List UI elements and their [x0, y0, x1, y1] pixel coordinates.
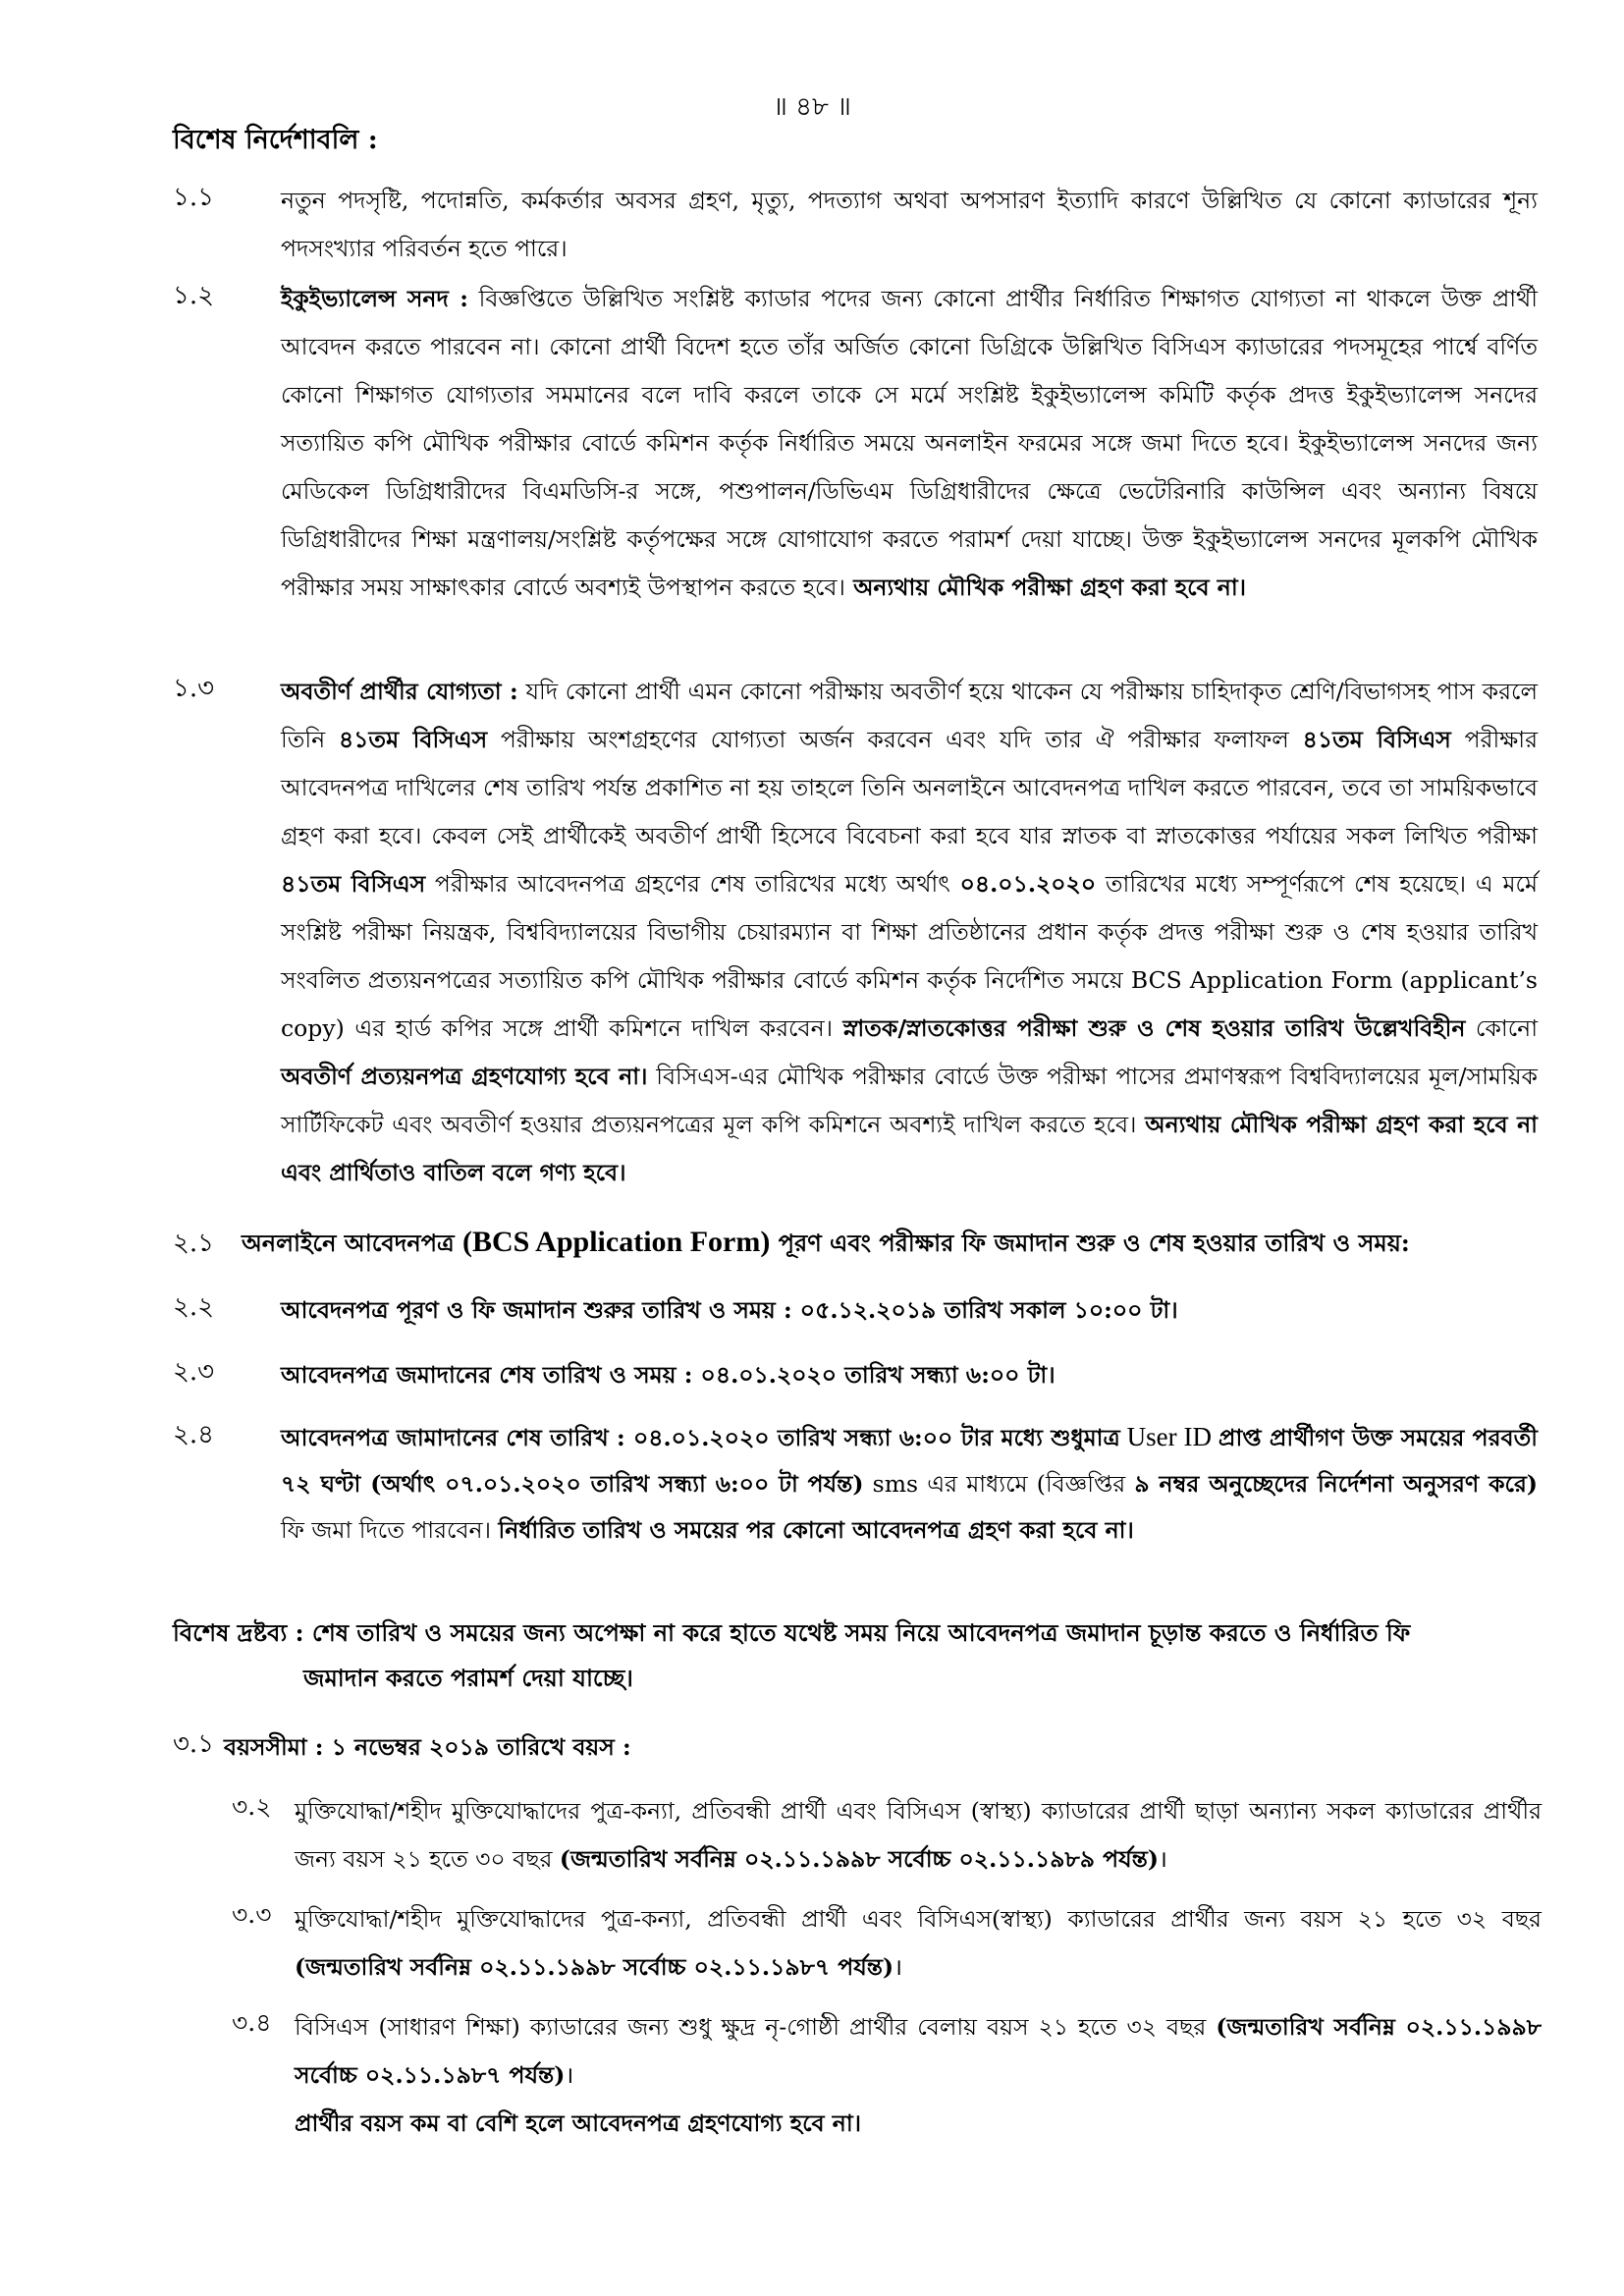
section-title: ইকুইভ্যালেন্স সনদ : — [281, 285, 468, 312]
text-run: মুক্তিযোদ্ধা/শহীদ মুক্তিযোদ্ধাদের পুত্র-কন্যা, প্রতিবন্ধী প্রার্থী এবং বিসিএস(স্বাস্থ্য) ক্যাডারের প্রার্থীর জন্য বয়স ২১ হতে ৩২ বছর — [295, 1905, 1542, 1933]
section-text: নতুন পদসৃষ্টি, পদোন্নতি, কর্মকর্তার অবসর গ্রহণ, মৃত্যু, পদত্যাগ অথবা অপসারণ ইত্যাদি কারণে উল্লিখিত যে কোনো ক্যাডারের শূন্য পদসংখ্যার পরিবর্তন হতে পারে। — [281, 187, 1538, 262]
section-number: ২.৪ — [173, 1420, 215, 1449]
text-run: User ID — [1119, 1422, 1218, 1451]
bold-run: ৪১তম বিসিএস — [281, 870, 426, 898]
bold-run: ৪১তম বিসিএস — [338, 726, 488, 753]
bold-run: অন্যথায় মৌখিক পরীক্ষা গ্রহণ করা হবে না এবং প্রার্থিতাও বাতিল বলে গণ্য হবে। — [281, 1111, 1538, 1186]
text-run: । — [1158, 1845, 1167, 1873]
text-run: (BCS Application Form) — [461, 1226, 771, 1258]
text-run: পরীক্ষার আবেদনপত্র গ্রহণের শেষ তারিখের মধ্যে অর্থাৎ — [425, 870, 960, 898]
section-text: আবেদনপত্র পূরণ ও ফি জমাদান শুরুর তারিখ ও সময় : ০৫.১২.২০১৯ তারিখ সকাল ১০:০০ টা। — [281, 1296, 1178, 1324]
section-number: ৩.১ — [173, 1729, 215, 1759]
text-run: বিসিএস-এর মৌখিক পরীক্ষার বোর্ডে উক্ত পরীক্ষা পাসের প্রমাণস্বরূপ বিশ্ববিদ্যালয়ের মূল/সাময়িক সার্টিফিকেট এবং অবতীর্ণ হওয়ার প্রত্যয়নপত্রের মূল কপি কমিশনে অবশ্যই দাখিল করতে হবে। — [281, 1063, 1538, 1138]
note-line-2: জমাদান করতে পরামর্শ দেয়া যাচ্ছে। — [303, 1664, 633, 1692]
section-number: ২.৩ — [173, 1357, 215, 1387]
bold-run: (জন্মতারিখ সর্বনিম্ন ০২.১১.১৯৯৮ সর্বোচ্চ ০২.১১.১৯৮৯ পর্যন্ত) — [559, 1845, 1159, 1873]
text-run: পরীক্ষার আবেদনপত্র দাখিলের শেষ তারিখ পর্যন্ত প্রকাশিত না হয় তাহলে তিনি অনলাইনে আবেদনপত্র দাখিল করতে পারবেন, তবে তা সাময়িকভাবে গ্রহণ করা হবে। কেবল সেই প্রার্থীকেই অবতীর্ণ প্রার্থী হিসেবে বিবেচনা করা হবে যার স্নাতক বা স্নাতকোত্তর পর্যায়ের সকল লিখিত পরীক্ষা — [281, 726, 1538, 849]
section-number: ১.১ — [173, 183, 215, 212]
section-text — [295, 1787, 1542, 1884]
section-number: ৩.৪ — [232, 2008, 272, 2037]
text-run: অনলাইনে আবেদনপত্র — [242, 1229, 462, 1257]
bold-run: স্নাতক/স্নাতকোত্তর পরীক্ষা শুরু ও শেষ হওয়ার তারিখ উল্লেখবিহীন — [842, 1014, 1466, 1042]
text-run: । — [565, 2061, 574, 2089]
page-number: ॥ ৪৮ ॥ — [773, 92, 851, 122]
section-number: ১.২ — [173, 281, 215, 310]
section-text — [281, 668, 1538, 1197]
age-warning: প্রার্থীর বয়স কম বা বেশি হলে আবেদনপত্র গ্রহণযোগ্য হবে না। — [295, 2109, 862, 2137]
section-body: বিজ্ঞপ্তিতে উল্লিখিত সংশ্লিষ্ট ক্যাডার পদের জন্য কোনো প্রার্থীর নির্ধারিত শিক্ষাগত যোগ্যতা না থাকলে উক্ত প্রার্থী আবেদন করতে পারবেন না। কোনো প্রার্থী বিদেশ হতে তাঁর অর্জিত কোনো ডিগ্রিকে উল্লিখিত বিসিএস ক্যাডারের পদসমূহের পার্শ্বে বর্ণিত কোনো শিক্ষাগত যোগ্যতার সমমানের বলে দাবি করলে তাকে সে মর্মে সংশ্লিষ্ট ইকুইভ্যালেন্স কমিটি কর্তৃক প্রদত্ত ইকুইভ্যালেন্স সনদের সত্যায়িত কপি মৌখিক পরীক্ষার বোর্ডে কমিশন কর্তৃক নির্ধারিত সময়ে অনলাইন ফরমের সঙ্গে জমা দিতে হবে। ইকুইভ্যালেন্স সনদের জন্য মেডিকেল ডিগ্রিধারীদের বিএমডিসি-র সঙ্গে, পশুপালন/ডিভিএম ডিগ্রিধারীদের ক্ষেত্রে ভেটেরিনারি কাউন্সিল এবং অন্যান্য বিষয়ে ডিগ্রিধারীদের শিক্ষা মন্ত্রণালয়/সংশ্লিষ্ট কর্তৃপক্ষের সঙ্গে যোগাযোগ করতে পরামর্শ দেয়া যাচ্ছে। উক্ত ইকুইভ্যালেন্স সনদের মূলকপি মৌখিক পরীক্ষার সময় সাক্ষাৎকার বোর্ডে অবশ্যই উপস্থাপন করতে হবে। — [281, 285, 1538, 601]
section-number: ২.১ — [173, 1229, 215, 1258]
special-note — [173, 1611, 1547, 1701]
text-run: কোনো — [1465, 1014, 1539, 1042]
section-number: ২.২ — [173, 1292, 215, 1322]
section-number: ৩.৩ — [232, 1900, 272, 1929]
section-text: আবেদনপত্র জমাদানের শেষ তারিখ ও সময় : ০৪.০১.২০২০ তারিখ সন্ধ্যা ৬:০০ টা। — [281, 1361, 1056, 1389]
text-run: পরীক্ষায় অংশগ্রহণের যোগ্যতা অর্জন করবেন এবং যদি তার ঐ পরীক্ষার ফলাফল — [487, 726, 1303, 753]
text-run: যদি কোনো প্রার্থী এমন কোনো পরীক্ষায় অবতীর্ণ হয়ে থাকেন যে পরীক্ষায় চাহিদাকৃত শ্রেণি/বিভাগসহ পাস করলে তিনি — [281, 678, 1538, 753]
bold-run: (জন্মতারিখ সর্বনিম্ন ০২.১১.১৯৯৮ সর্বোচ্চ ০২.১১.১৯৮৭ পর্যন্ত) — [295, 1953, 894, 1981]
section-warning: অন্যথায় মৌখিক পরীক্ষা গ্রহণ করা হবে না। — [844, 574, 1247, 601]
section-number: ১.৩ — [173, 674, 215, 703]
bold-run: প্রাপ্ত প্রার্থীগণ উক্ত সময়ের পরবর্তী ৭২ ঘণ্টা (অর্থাৎ ০৭.০১.২০২০ তারিখ সন্ধ্যা ৬:০০ টা পর্যন্ত) — [281, 1424, 1538, 1498]
text-run: sms এর মাধ্যমে (বিজ্ঞপ্তির — [863, 1470, 1135, 1498]
bold-run: আবেদনপত্র জামাদানের শেষ তারিখ : ০৪.০১.২০২০ তারিখ সন্ধ্যা ৬:০০ টার মধ্যে শুধুমাত্র — [281, 1424, 1120, 1451]
text-run: বিসিএস (সাধারণ শিক্ষা) ক্যাডারের জন্য শুধু ক্ষুদ্র নৃ-গোষ্ঠী প্রার্থীর বেলায় বয়স ২১ হতে ৩২ বছর — [295, 2013, 1217, 2041]
bold-run: ৪১তম বিসিএস — [1302, 726, 1451, 753]
section-text — [281, 1414, 1538, 1554]
page-heading: বিশেষ নির্দেশাবলি : — [173, 125, 378, 155]
text-run: মুক্তিযোদ্ধা/শহীদ মুক্তিযোদ্ধাদের পুত্র-কন্যা, প্রতিবন্ধী প্রার্থী এবং বিসিএস (স্বাস্থ্য) ক্যাডারের প্রার্থী ছাড়া অন্যান্য সকল ক্যাডারের প্রার্থীর জন্য বয়স ২১ হতে ৩০ বছর — [295, 1797, 1542, 1873]
text-run: পূরণ এবং পরীক্ষার ফি জমাদান শুরু ও শেষ হওয়ার তারিখ ও সময়: — [770, 1229, 1410, 1257]
bold-run: (জন্মতারিখ সর্বনিম্ন ০২.১১.১৯৯৮ সর্বোচ্চ ০২.১১.১৯৮৭ পর্যন্ত) — [295, 2013, 1542, 2089]
bold-run: অবতীর্ণ প্রত্যয়নপত্র গ্রহণযোগ্য হবে না। — [281, 1063, 648, 1090]
text-run: । — [893, 1953, 903, 1981]
section-text — [295, 1895, 1542, 1992]
section-title: অবতীর্ণ প্রার্থীর যোগ্যতা : — [281, 678, 518, 705]
section-text — [242, 1223, 1547, 1263]
section-number: ৩.২ — [232, 1792, 272, 1821]
text-run: তারিখের মধ্যে সম্পূর্ণরূপে শেষ হয়েছে। এ মর্মে সংশ্লিষ্ট পরীক্ষা নিয়ন্ত্রক, বিশ্ববিদ্যালয়ের বিভাগীয় চেয়ারম্যান বা শিক্ষা প্রতিষ্ঠানের প্রধান কর্তৃক প্রদত্ত পরীক্ষা শুরু ও শেষ হওয়ার তারিখ সংবলিত প্রত্যয়নপত্রের সত্যায়িত কপি মৌখিক পরীক্ষার বোর্ডে কমিশন কর্তৃক নির্দেশিত সময়ে BCS Application Form (applicant’s copy) এর হার্ড কপির সঙ্গে প্রার্থী কমিশনে দাখিল করবেন। — [281, 870, 1538, 1042]
bold-run: ৯ নম্বর অনুচ্ছেদের নির্দেশনা অনুসরণ করে) — [1134, 1470, 1538, 1498]
text-run: ফি জমা দিতে পারবেন। — [281, 1516, 499, 1544]
bold-run: নির্ধারিত তারিখ ও সময়ের পর কোনো আবেদনপত্র গ্রহণ করা হবে না। — [498, 1516, 1134, 1544]
section-text — [281, 275, 1538, 612]
section-text — [295, 2003, 1542, 2148]
note-line-1: বিশেষ দ্রষ্টব্য : শেষ তারিখ ও সময়ের জন্য অপেক্ষা না করে হাতে যথেষ্ট সময় নিয়ে আবেদনপত্র জমাদান চূড়ান্ত করতে ও নির্ধারিত ফি — [173, 1618, 1411, 1647]
section-text: বয়সসীমা : ১ নভেম্বর ২০১৯ তারিখে বয়স : — [224, 1733, 631, 1761]
bold-run: ০৪.০১.২০২০ — [959, 870, 1097, 898]
